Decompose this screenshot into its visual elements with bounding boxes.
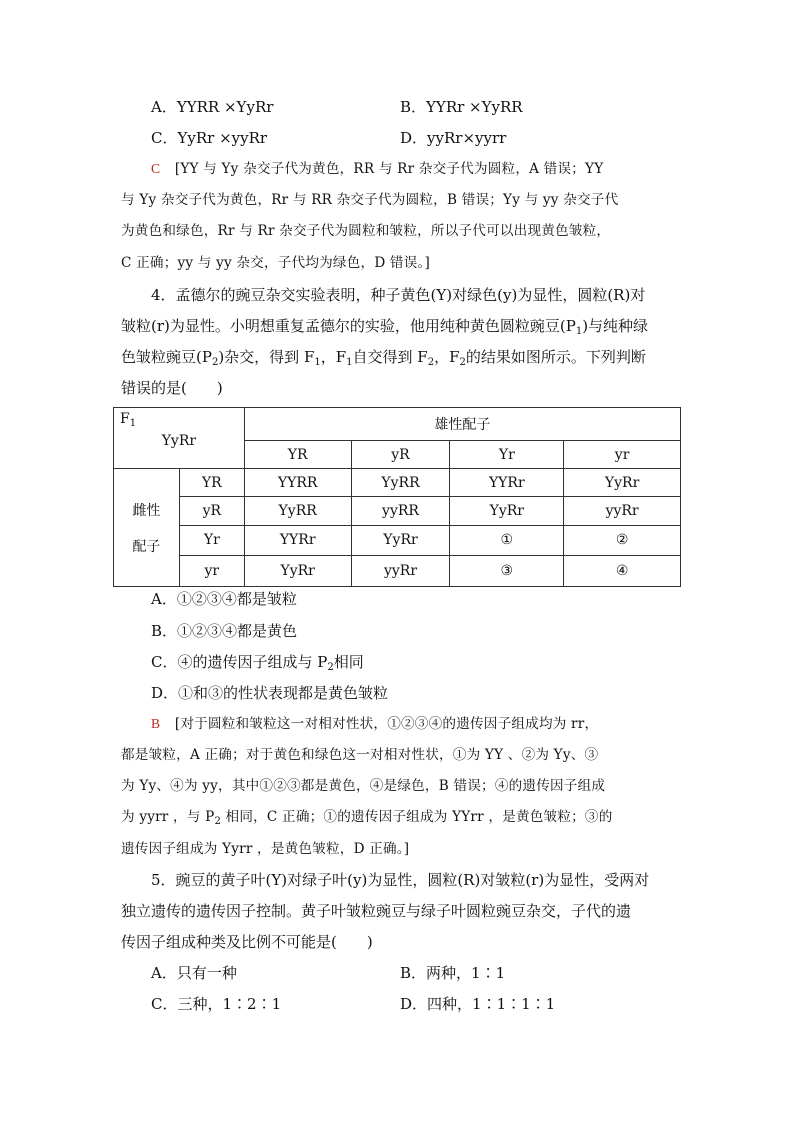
q5-option-b: B．两种，1∶1 xyxy=(400,964,506,982)
genotype-cell: yyRR xyxy=(351,497,450,525)
genotype-cell: YyRR xyxy=(244,497,351,525)
genotype-cell: YyRR xyxy=(351,469,450,497)
q5-stem-line-3: 传因子组成种类及比例不可能是( ) xyxy=(121,933,373,951)
q4-explanation-line-3: 为 Yy、④为 yy，其中①②③都是黄色，④是绿色，B 错误；④的遗传因子组成 xyxy=(121,778,606,794)
q4-stem-line-4: 错误的是( ) xyxy=(121,379,223,397)
genotype-cell: ③ xyxy=(450,555,564,586)
q3-option-c: C．YyRr ×yyRr xyxy=(151,129,268,147)
q5-stem-line-1: 5．豌豆的黄子叶(Y)对绿子叶(y)为显性，圆粒(R)对皱粒(r)为显性，受两对 xyxy=(151,871,650,889)
genotype-cell: YYRR xyxy=(244,469,351,497)
q4-explanation-line-2: 都是皱粒，A 正确；对于黄色和绿色这一对相对性状，①为 YY 、②为 Yy、③ xyxy=(121,747,599,763)
q3-option-b: B．YYRr ×YyRR xyxy=(400,98,523,116)
genotype-cell: ④ xyxy=(564,555,681,586)
q4-stem-line-2: 皱粒(r)为显性。小明想重复孟德尔的实验，他用纯种黄色圆粒豌豆$(P_1)$与纯种绿 xyxy=(121,317,649,337)
male-gamete-header: 雄性配子 xyxy=(244,408,680,441)
punnett-square-table xyxy=(113,407,681,587)
q3-answer-letter: C xyxy=(151,161,161,176)
genotype-cell: ② xyxy=(564,525,681,555)
table-row xyxy=(114,497,681,525)
q3-explanation-line-2: 与 Yy 杂交子代为黄色，Rr 与 RR 杂交子代为圆粒，B 错误；Yy 与 yy 杂交子代 xyxy=(121,192,619,208)
q5-option-d: D．四种，1∶1∶1∶1 xyxy=(400,995,556,1013)
q4-option-a: A．①②③④都是皱粒 xyxy=(151,590,297,608)
table-row xyxy=(114,469,681,497)
q3-option-d: D．yyRr×yyrr xyxy=(400,129,507,147)
genotype-cell: YYRr xyxy=(244,525,351,555)
genotype-cell: YyRr xyxy=(351,525,450,555)
male-gamete-cell: YR xyxy=(244,441,351,469)
q4-option-c: C．④的遗传因子组成与 $P_2$相同 xyxy=(151,653,364,673)
genotype-cell: YyRr xyxy=(244,555,351,586)
q4-option-b: B．①②③④都是黄色 xyxy=(151,622,298,640)
f1-genotype: YyRr xyxy=(161,433,197,449)
f1-header-cell xyxy=(114,408,245,469)
q5-stem-line-2: 独立遗传的遗传因子控制。黄子叶皱粒豌豆与绿子叶圆粒豌豆杂交，子代的遗 xyxy=(121,902,632,920)
male-gamete-cell: yr xyxy=(564,441,681,469)
genotype-cell: YyRr xyxy=(450,497,564,525)
genotype-cell: ① xyxy=(450,525,564,555)
q3-explanation-line-3: 为黄色和绿色，Rr 与 Rr 杂交子代为圆粒和皱粒，所以子代可以出现黄色皱粒， xyxy=(121,223,611,239)
genotype-cell: yyRr xyxy=(351,555,450,586)
q4-stem-line-3: 色皱粒豌豆$(P_2)$杂交，得到 $F_1$，$F_1$自交得到 $F_2$，$F_2$的结果如图所示。下列判断 xyxy=(121,348,646,368)
q4-explanation-line-1: B [对于圆粒和皱粒这一对相对性状，①②③④的遗传因子组成均为 rr， xyxy=(151,716,599,732)
q3-explanation-line-1 xyxy=(151,158,603,180)
q5-option-c: C．三种，1∶2∶1 xyxy=(151,995,282,1013)
female-gamete-cell: yr xyxy=(179,555,244,586)
genotype-cell: YyRr xyxy=(564,469,681,497)
q4-explanation-line-4: 为 yyrr ，与 $P_2$ 相同，C 正确；①的遗传因子组成为 YYrr ，是黄色皱粒；③的 xyxy=(121,809,613,827)
q3-expl-text-1: [YY 与 Yy 杂交子代为黄色，RR 与 Rr 杂交子代为圆粒，A 错误；YY xyxy=(174,161,604,177)
female-gamete-cell: yR xyxy=(179,497,244,525)
female-gamete-cell: Yr xyxy=(179,525,244,555)
genotype-cell: YYRr xyxy=(450,469,564,497)
q4-stem-line-1: 4．孟德尔的豌豆杂交实验表明，种子黄色(Y)对绿色(y)为显性，圆粒(R)对 xyxy=(151,286,646,304)
q4-answer-letter: B xyxy=(151,716,161,731)
q3-option-a: A．YYRR ×YyRr xyxy=(151,98,274,116)
female-gamete-header: 雌性 配子 xyxy=(114,469,180,587)
q5-option-a: A．只有一种 xyxy=(151,964,237,982)
female-gamete-cell: YR xyxy=(179,469,244,497)
q4-explanation-line-5: 遗传因子组成为 Yyrr ，是黄色皱粒，D 正确。] xyxy=(121,841,410,857)
male-gamete-cell: yR xyxy=(351,441,450,469)
f1-label: $F_1$ xyxy=(120,411,137,429)
genotype-cell: yyRr xyxy=(564,497,681,525)
table-row xyxy=(114,525,681,555)
table-row xyxy=(114,555,681,586)
male-gamete-cell: Yr xyxy=(450,441,564,469)
q3-explanation-line-4: C 正确；yy 与 yy 杂交，子代均为绿色，D 错误。] xyxy=(121,255,431,271)
q4-option-d: D．①和③的性状表现都是黄色皱粒 xyxy=(151,684,389,702)
